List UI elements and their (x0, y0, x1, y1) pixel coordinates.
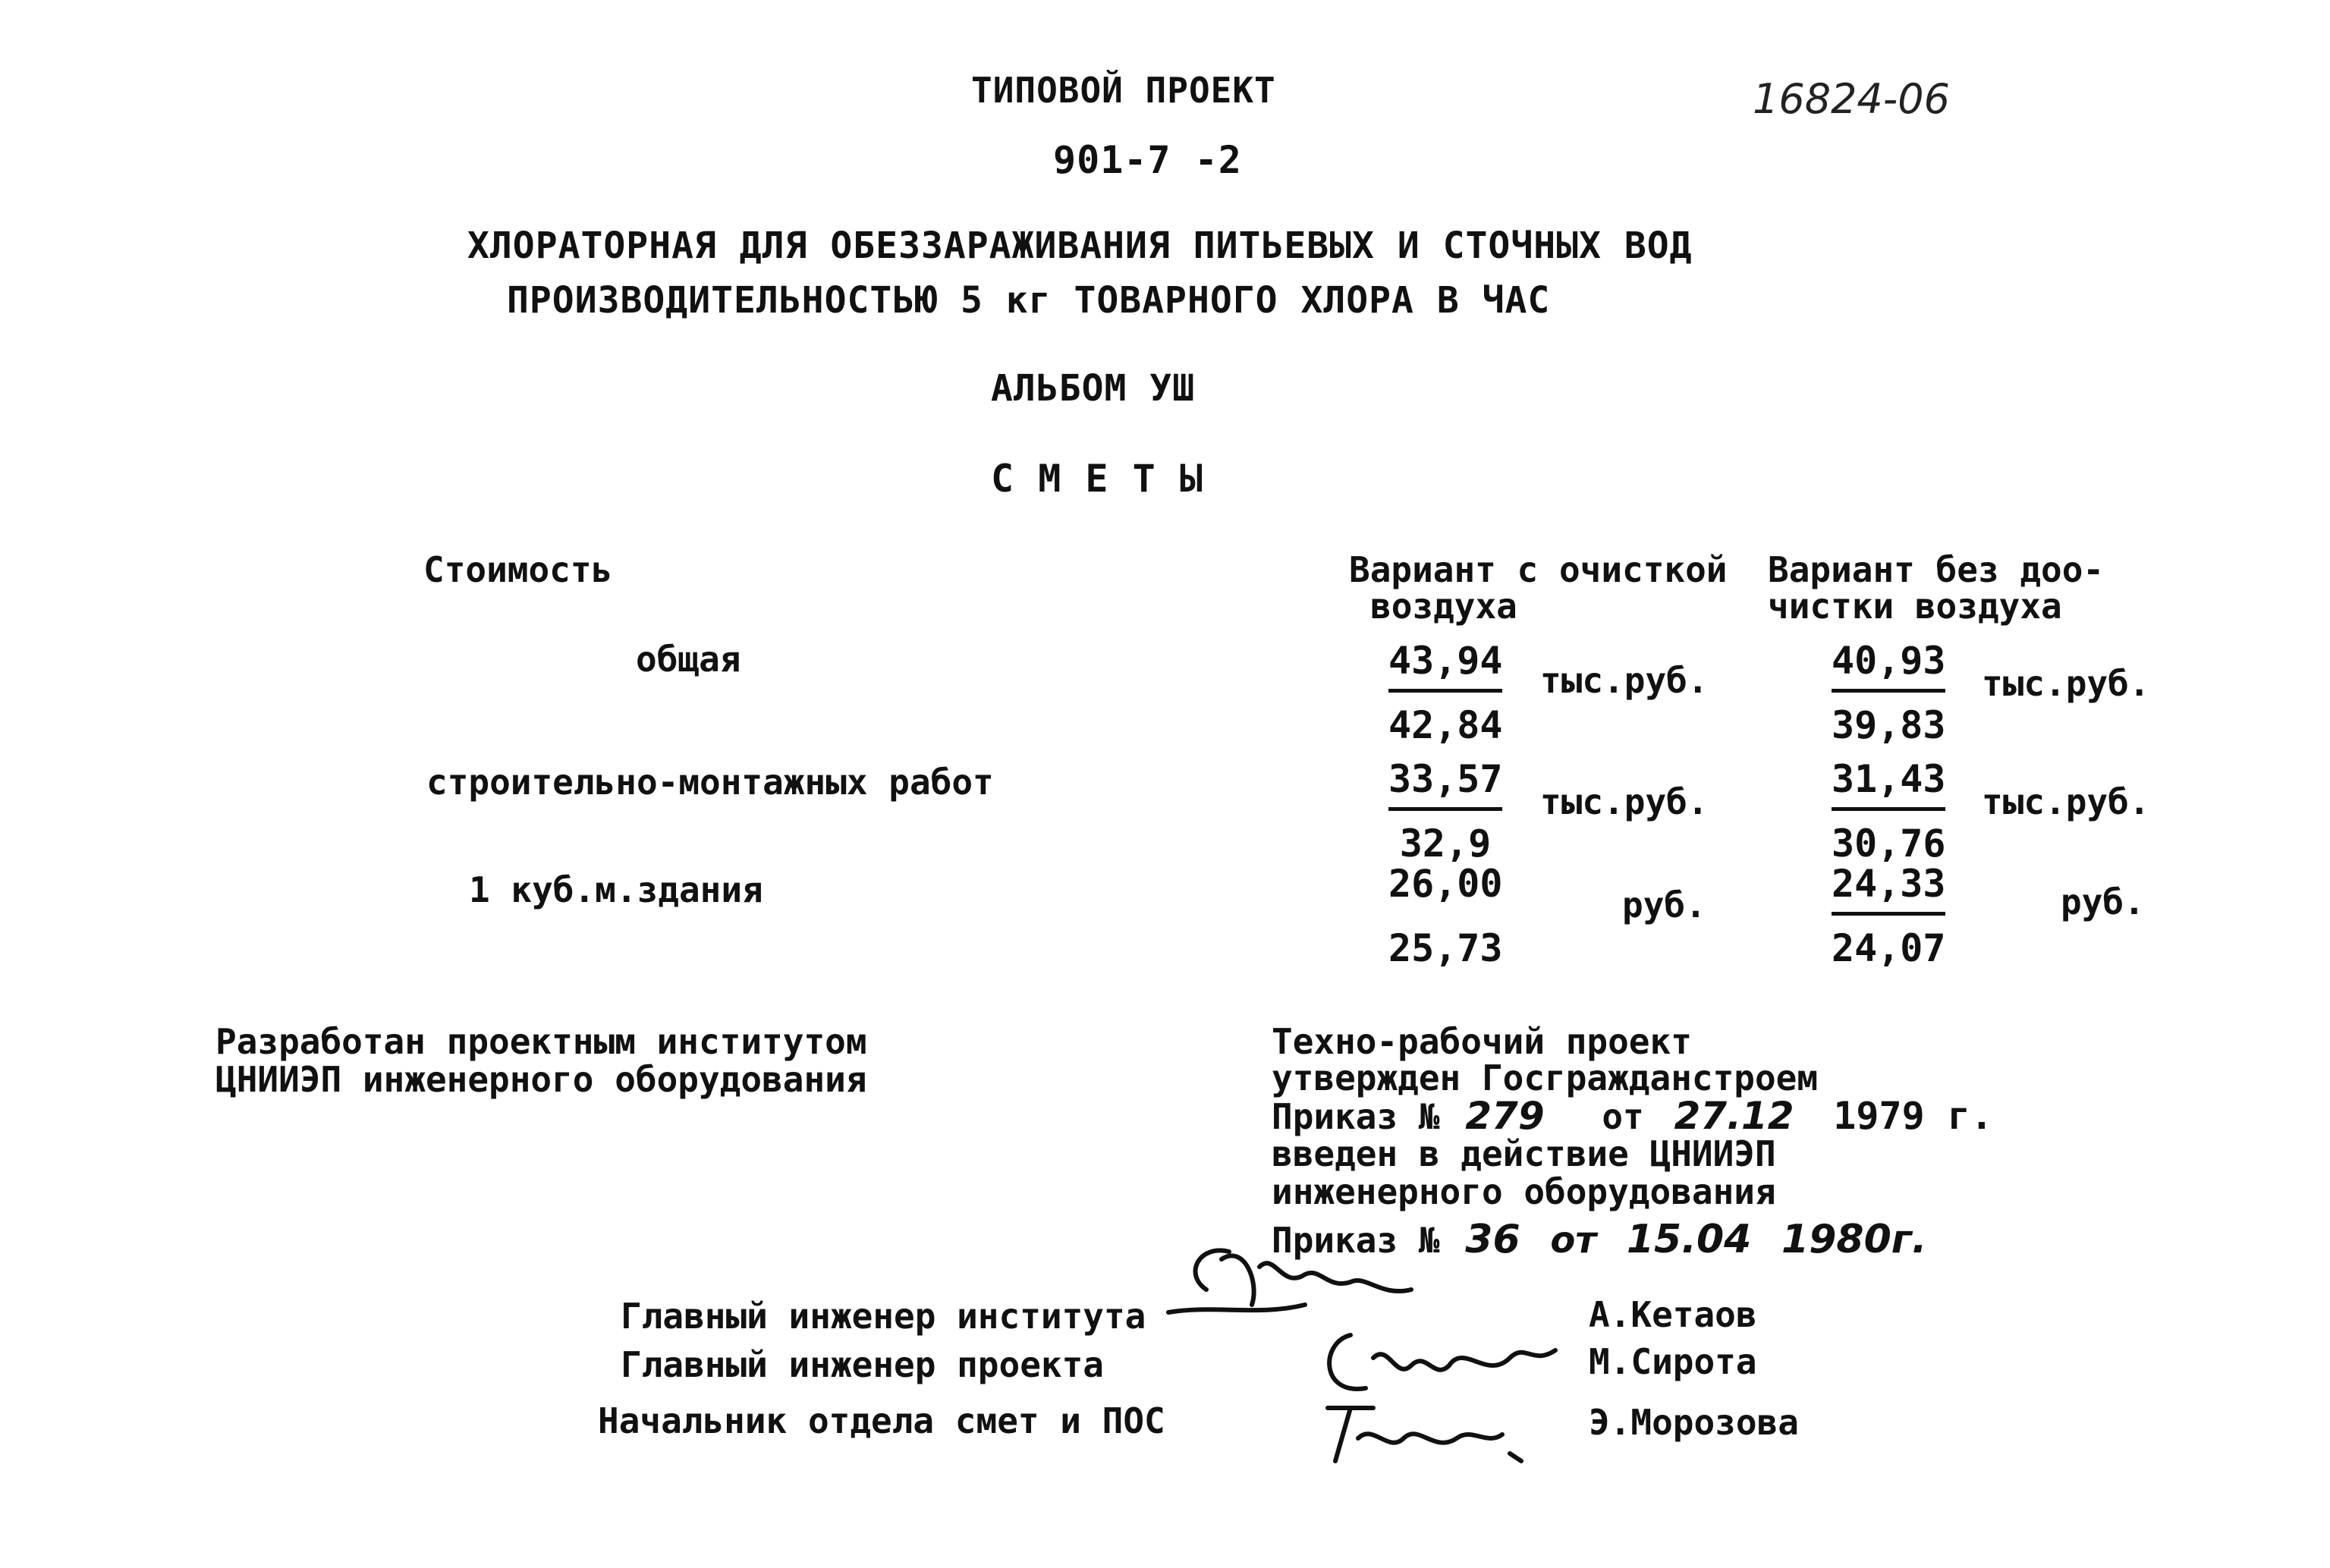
signature-mark-3 (1305, 1393, 1533, 1476)
variant-b-total-value: 40,93 (1832, 639, 1945, 693)
order-1-number: 279 (1465, 1094, 1545, 1138)
order-1-year: 1979 г. (1833, 1094, 1994, 1138)
variant-a-construction-fraction (1388, 757, 1502, 866)
variant-a-total-fraction (1388, 639, 1502, 747)
approval-line-1: Техно-рабочий проект (1272, 1021, 1692, 1062)
row-label-per-cubic-meter: 1 куб.м.здания (469, 869, 763, 910)
signature-name-1: А.Кетаов (1589, 1294, 1757, 1335)
variant-b-cubic-fraction (1832, 862, 1945, 970)
row-label-total: общая (636, 639, 741, 680)
approval-line-4: введен в действие ЦНИИЭП (1272, 1133, 1776, 1174)
developer-line-2: ЦНИИЭП инженерного оборудования (215, 1059, 867, 1100)
variant-b-header-2: чистки воздуха (1768, 586, 2062, 627)
approval-order-1 (1272, 1094, 1994, 1138)
order-1-date: 27.12 (1674, 1094, 1794, 1138)
signature-role-3: Начальник отдела смет и ПОС (598, 1400, 1165, 1441)
variant-a-cubic-value: 26,00 (1388, 862, 1503, 906)
row-label-construction: строительно-монтажных работ (426, 762, 994, 803)
variant-a-construction-value: 33,57 (1388, 757, 1502, 811)
order-2-date: 15.04 (1626, 1217, 1752, 1262)
variant-b-header-1: Вариант без доо- (1768, 549, 2105, 590)
subject-line-2: ПРОИЗВОДИТЕЛЬНОСТЬЮ 5 кг ТОВАРНОГО ХЛОРА В ЧАС (507, 279, 1551, 322)
document-number: 16824-06 (1753, 75, 1950, 123)
signature-role-1: Главный инженер института (621, 1296, 1146, 1337)
order-1-from: от (1602, 1096, 1644, 1137)
variant-b-cubic-alt-value: 24,07 (1832, 926, 1946, 970)
section-title: С М Е Т Ы (991, 457, 1203, 501)
order-2-number: 36 (1465, 1217, 1520, 1262)
variant-a-header-1: Вариант с очисткой (1349, 549, 1728, 590)
project-code: 901-7 -2 (1053, 138, 1242, 182)
order-2-from: от (1550, 1219, 1597, 1262)
variant-a-construction-alt-value: 32,9 (1399, 822, 1492, 866)
variant-a-header-2: воздуха (1370, 586, 1517, 627)
order-2-year: 1980г. (1781, 1217, 1927, 1262)
approval-line-2: утвержден Госгражданстроем (1272, 1057, 1819, 1098)
variant-b-construction-alt-value: 30,76 (1832, 822, 1946, 866)
order-2-prefix: Приказ № (1272, 1220, 1440, 1261)
variant-a-construction-unit: тыс.руб. (1540, 781, 1709, 822)
signature-mark-1 (1153, 1221, 1426, 1328)
signature-name-2: М.Сирота (1589, 1341, 1757, 1382)
variant-b-total-alt-value: 39,83 (1832, 703, 1946, 747)
approval-line-5: инженерного оборудования (1272, 1171, 1776, 1212)
variant-b-total-unit: тыс.руб. (1982, 663, 2150, 704)
cost-column-label: Стоимость (423, 549, 613, 590)
signature-role-2: Главный инженер проекта (621, 1344, 1104, 1385)
variant-b-construction-fraction (1832, 757, 1945, 866)
signature-name-3: Э.Морозова (1589, 1402, 1799, 1443)
variant-a-total-alt-value: 42,84 (1388, 703, 1503, 747)
order-1-prefix: Приказ № (1272, 1096, 1440, 1137)
variant-b-cubic-unit: руб. (2061, 881, 2145, 922)
variant-a-cubic-unit: руб. (1622, 885, 1706, 925)
variant-a-cubic-alt-value: 25,73 (1388, 926, 1503, 970)
variant-a-total-unit: тыс.руб. (1540, 660, 1709, 701)
variant-b-construction-unit: тыс.руб. (1982, 781, 2150, 822)
variant-b-total-fraction (1832, 639, 1945, 747)
album-number: АЛЬБОМ УШ (991, 367, 1196, 410)
subject-line-1: ХЛОРАТОРНАЯ ДЛЯ ОБЕЗЗАРАЖИВАНИЯ ПИТЬЕВЫХ И СТОЧНЫХ ВОД (467, 225, 1693, 267)
variant-b-cubic-value: 24,33 (1832, 862, 1945, 916)
variant-b-construction-value: 31,43 (1832, 757, 1945, 811)
project-type-title: ТИПОВОЙ ПРОЕКТ (971, 70, 1276, 111)
variant-a-cubic-fraction (1388, 862, 1502, 970)
variant-a-total-value: 43,94 (1388, 639, 1502, 693)
developer-line-1: Разработан проектным институтом (215, 1021, 867, 1062)
